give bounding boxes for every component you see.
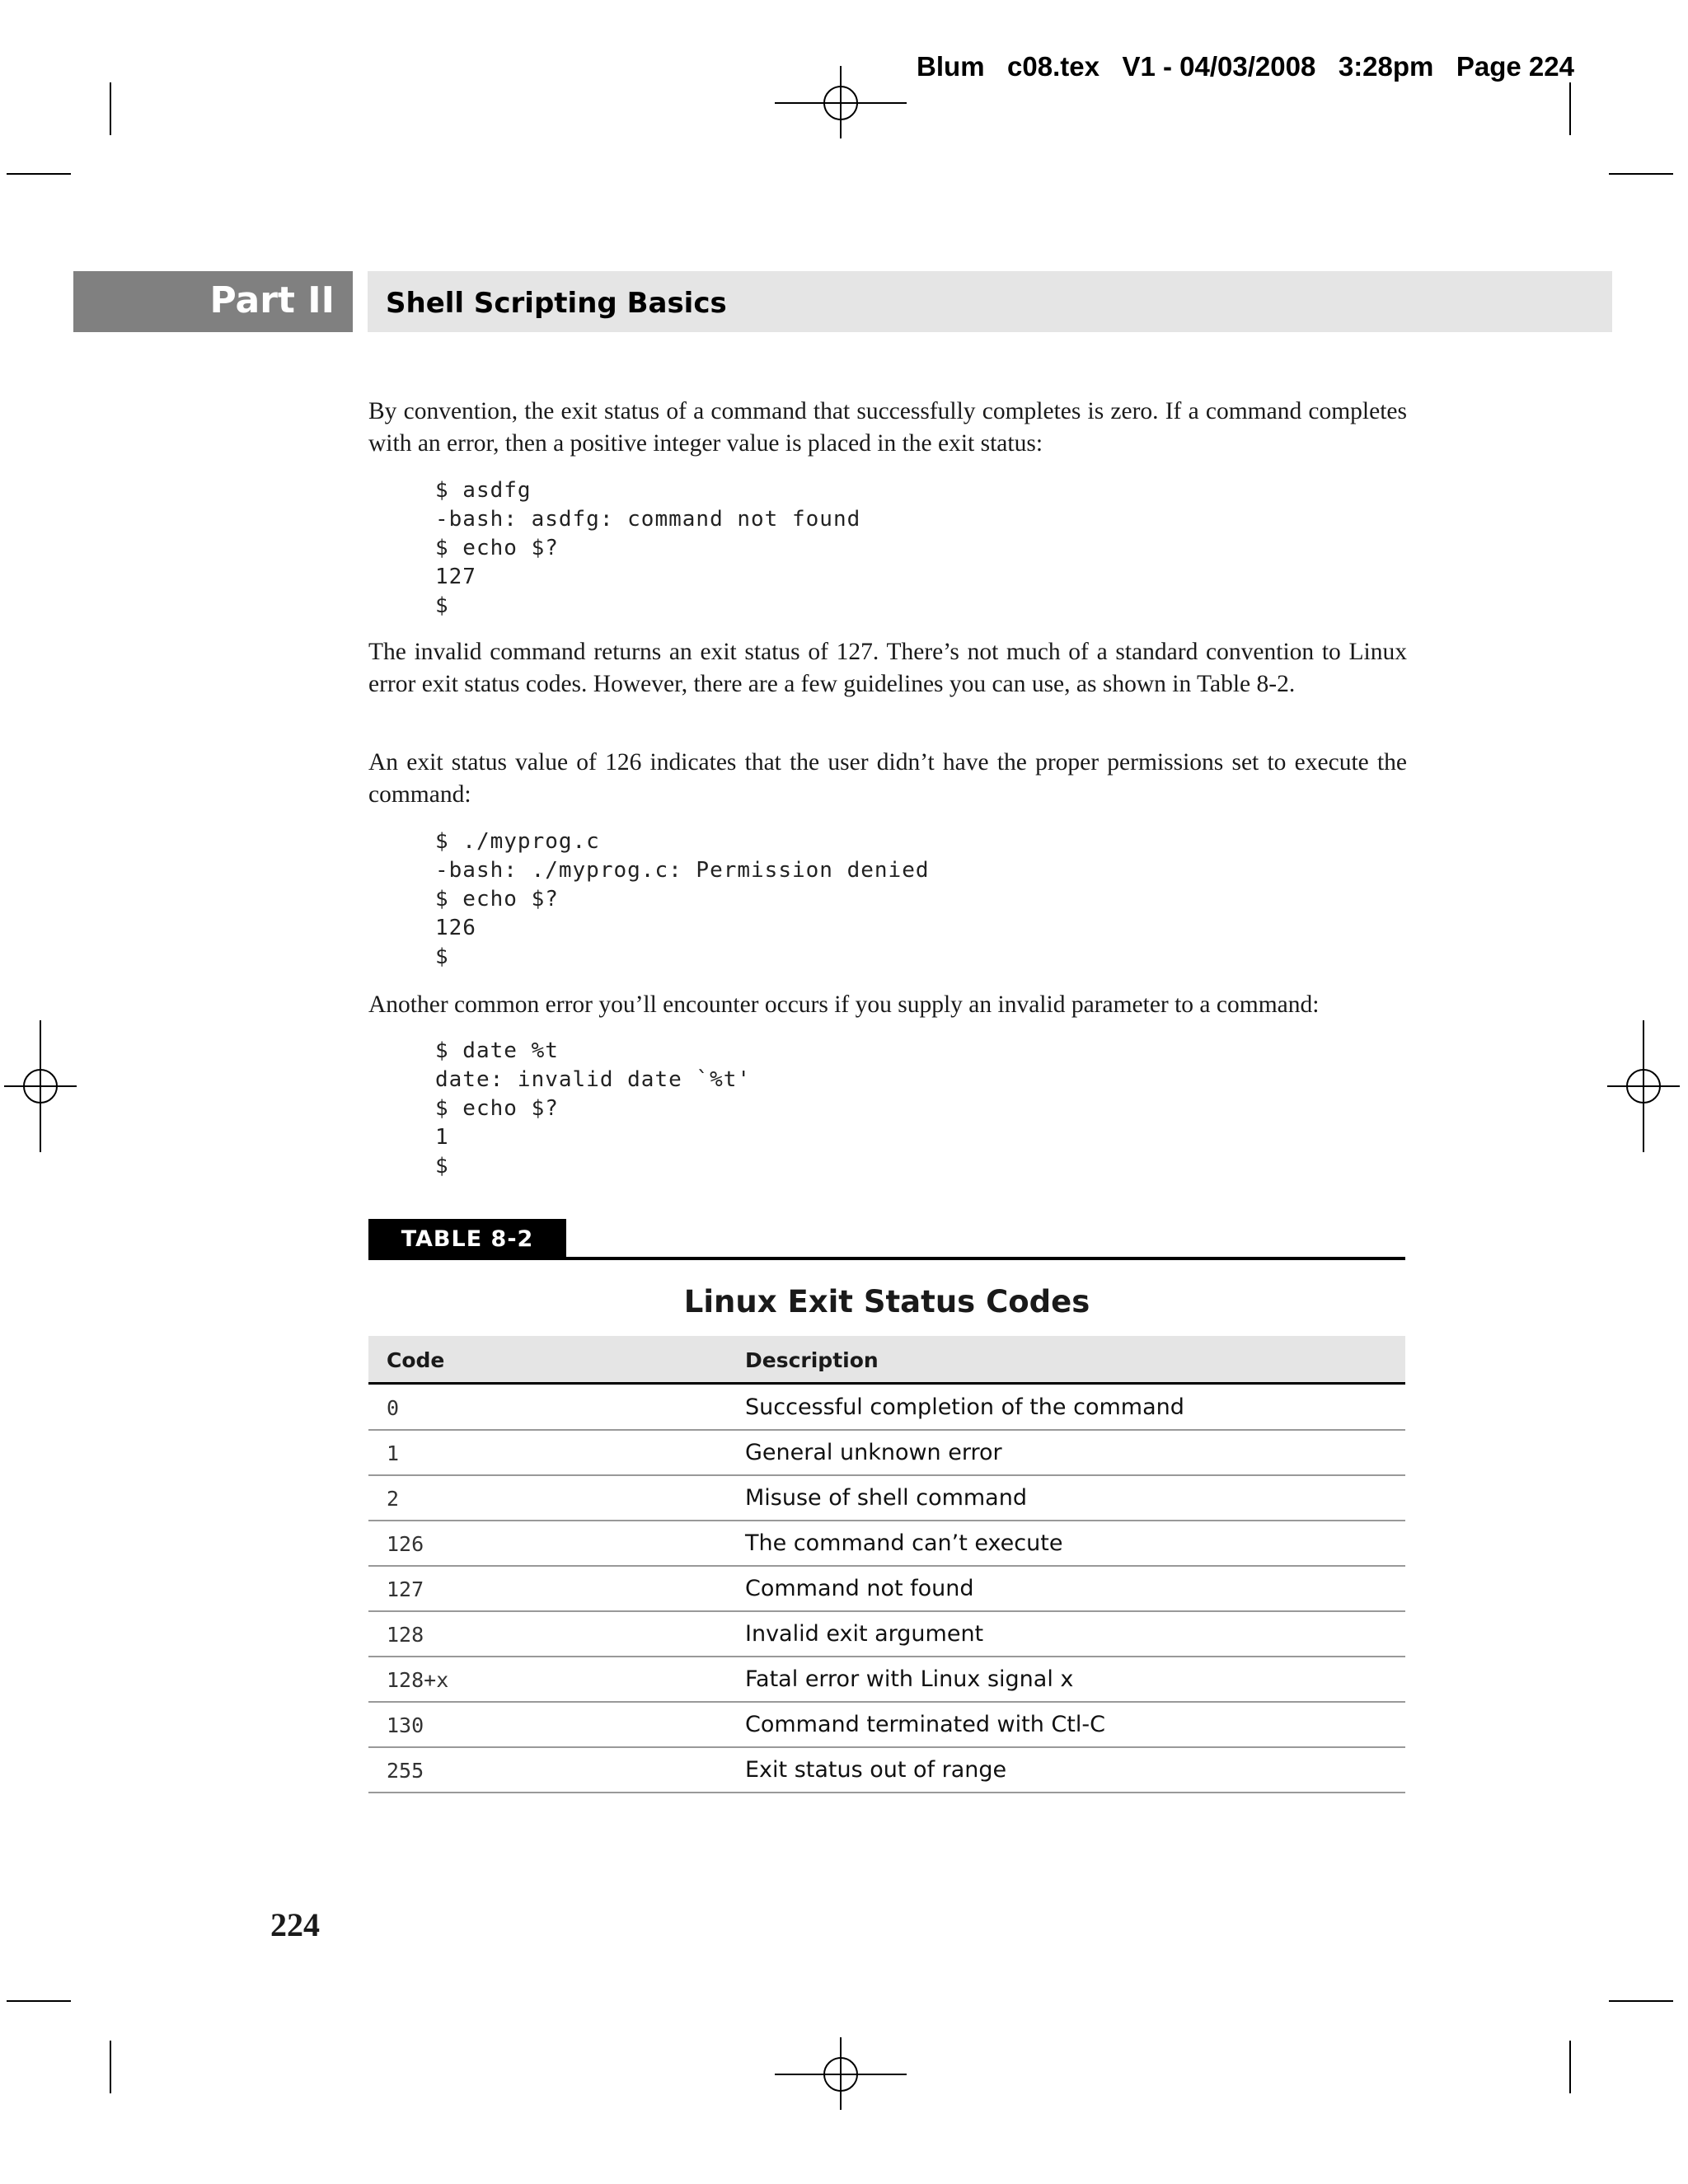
code-line: -bash: ./myprog.c: Permission denied (435, 858, 930, 883)
crop-mark (110, 82, 111, 135)
crop-mark (1569, 2041, 1571, 2093)
cell-code: 127 (387, 1577, 424, 1601)
table-row (368, 1657, 1405, 1703)
code-line: $ (435, 593, 449, 618)
code-line: 127 (435, 565, 476, 589)
cell-description: Misuse of shell command (745, 1485, 1027, 1511)
table-header (368, 1336, 1405, 1385)
table-row (368, 1747, 1405, 1793)
table-row (368, 1475, 1405, 1521)
cell-code: 2 (387, 1487, 400, 1511)
page-number: 224 (270, 1906, 320, 1943)
code-line: 126 (435, 916, 476, 940)
code-line: $ ./myprog.c (435, 829, 600, 854)
crop-mark (1609, 173, 1673, 175)
paragraph: The invalid command returns an exit status of 127. There’s not much of a standard convention to Linux error exit status codes. However, there are a few guidelines you can use, as shown in Table 8-2. (368, 639, 1407, 697)
registration-mark-icon (775, 2037, 907, 2111)
cell-code: 1 (387, 1441, 400, 1465)
crop-mark (110, 2041, 111, 2093)
code-line: -bash: asdfg: command not found (435, 507, 861, 532)
paragraph: An exit status value of 126 indicates that the user didn’t have the proper permissions set to execute the command: (368, 749, 1407, 808)
cell-description: Command not found (745, 1576, 974, 1601)
column-header-code: Code (387, 1348, 445, 1372)
chapter-title: Shell Scripting Basics (386, 287, 727, 320)
code-block (435, 827, 930, 972)
paragraph: By convention, the exit status of a command that successfully completes is zero. If a command completes with an error, then a positive integer value is placed in the exit status: (368, 398, 1407, 457)
cell-code: 128 (387, 1623, 424, 1647)
table-row (368, 1566, 1405, 1612)
paragraph: Another common error you’ll encounter occurs if you supply an invalid parameter to a command: (368, 991, 1320, 1018)
crop-mark (7, 173, 71, 175)
code-block (435, 476, 860, 621)
registration-mark-icon (4, 1020, 78, 1152)
code-line: $ asdfg (435, 478, 532, 503)
cell-code: 126 (387, 1532, 424, 1556)
code-line: $ echo $? (435, 536, 559, 560)
crop-mark (1609, 2000, 1673, 2002)
cell-description: Fatal error with Linux signal x (745, 1666, 1074, 1692)
table-top-rule (368, 1257, 1405, 1260)
table-row (368, 1430, 1405, 1476)
cell-description: Invalid exit argument (745, 1621, 984, 1647)
code-line: 1 (435, 1125, 449, 1150)
code-block (435, 1037, 751, 1181)
table-title: Linux Exit Status Codes (683, 1284, 1090, 1319)
table-tag: TABLE 8-2 (368, 1219, 566, 1259)
cell-code: 0 (387, 1396, 400, 1420)
code-line: $ echo $? (435, 1096, 559, 1121)
table-row (368, 1521, 1405, 1567)
cell-description: Exit status out of range (745, 1757, 1007, 1783)
cell-code: 255 (387, 1759, 424, 1783)
registration-mark-icon (1607, 1020, 1681, 1152)
cell-code: 130 (387, 1713, 424, 1737)
print-slug: Blum c08.tex V1 - 04/03/2008 3:28pm Page 224 (917, 51, 1574, 82)
code-line: $ echo $? (435, 887, 559, 912)
code-line: $ (435, 1154, 449, 1179)
code-line: date: invalid date `%t' (435, 1067, 752, 1092)
cell-code: 128+x (387, 1668, 449, 1692)
code-line: $ date %t (435, 1038, 559, 1063)
crop-mark (7, 2000, 71, 2002)
part-banner (73, 271, 353, 332)
crop-mark (1569, 82, 1571, 135)
column-header-description: Description (745, 1348, 879, 1372)
chapter-banner (368, 271, 1612, 332)
table-row (368, 1702, 1405, 1748)
cell-description: General unknown error (745, 1440, 1002, 1465)
cell-description: Successful completion of the command (745, 1394, 1184, 1420)
cell-description: Command terminated with Ctl-C (745, 1712, 1105, 1737)
cell-description: The command can’t execute (745, 1530, 1063, 1556)
table-row (368, 1611, 1405, 1657)
code-line: $ (435, 944, 449, 969)
part-label: Part II (209, 279, 335, 321)
table-row (368, 1385, 1405, 1431)
